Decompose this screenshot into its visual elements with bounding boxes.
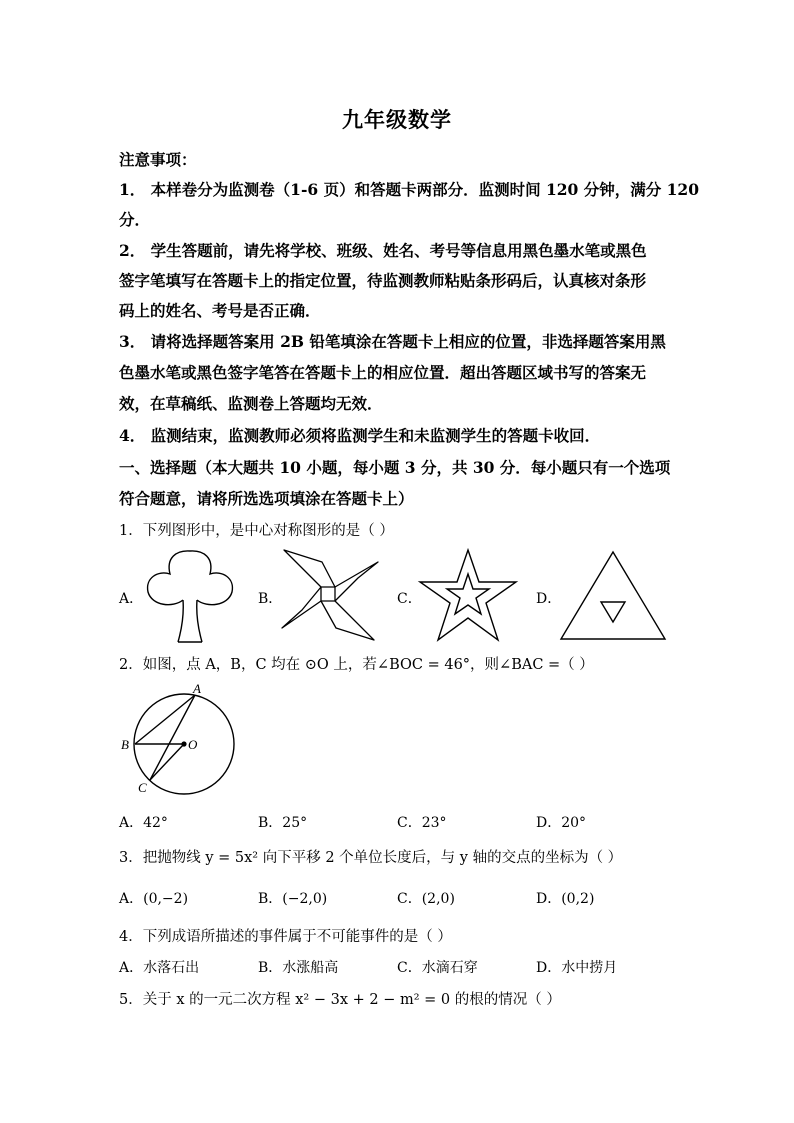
notice-line: 3． 请将选择题答案用 2B 铅笔填涂在答题卡上相应的位置，非选择题答案用黑 bbox=[119, 332, 666, 351]
q1-option-d-label: D． bbox=[536, 591, 562, 607]
notice-line: 4． 监测结束，监测教师必须将监测学生和未监测学生的答题卡收回． bbox=[119, 426, 601, 445]
notice-line: 码上的姓名、考号是否正确． bbox=[119, 301, 321, 320]
question-4-stem: 4．下列成语所描述的事件属于不可能事件的是（ ） bbox=[119, 929, 452, 945]
q1-option-a-label: A． bbox=[119, 591, 144, 607]
q2-option-c: C．23° bbox=[397, 815, 447, 831]
notice-heading: 注意事项： bbox=[119, 150, 197, 169]
triangle-figure bbox=[558, 550, 668, 642]
circle-figure bbox=[118, 680, 240, 798]
point-b-label: B bbox=[121, 737, 129, 752]
q1-option-b-label: B． bbox=[258, 591, 283, 607]
notice-line: 签字笔填写在答题卡上的指定位置，待监测教师粘贴条形码后，认真核对条形 bbox=[119, 271, 647, 290]
question-2-stem: 2．如图，点 A，B，C 均在 ⊙O 上，若∠BOC = 46°，则∠BAC =（ ） bbox=[119, 657, 594, 673]
q3-option-c: C．(2,0) bbox=[397, 891, 455, 907]
page-title: 九年级数学 bbox=[342, 107, 452, 132]
q2-option-b: B．25° bbox=[258, 815, 308, 831]
q3-option-b: B．(−2,0) bbox=[258, 891, 328, 907]
q4-option-d: D．水中捞月 bbox=[536, 960, 618, 976]
notice-line: 色墨水笔或黑色签字笔答在答题卡上的相应位置．超出答题区域书写的答案无 bbox=[119, 363, 647, 382]
q2-option-d: D．20° bbox=[536, 815, 587, 831]
q2-option-a: A．42° bbox=[119, 815, 168, 831]
section-heading: 一、选择题（本大题共 10 小题，每小题 3 分，共 30 分．每小题只有一个选项 bbox=[119, 458, 671, 477]
notice-line: 1． 本样卷分为监测卷（1-6 页）和答题卡两部分．监测时间 120 分钟，满分 120 bbox=[119, 180, 699, 199]
notice-line: 分． bbox=[119, 210, 151, 229]
question-5-stem: 5．关于 x 的一元二次方程 x² − 3x + 2 − m² = 0 的根的情况（ ） bbox=[119, 992, 561, 1008]
point-c-label: C bbox=[138, 780, 147, 795]
star-figure bbox=[418, 548, 518, 644]
q4-option-c: C．水滴石穿 bbox=[397, 960, 478, 976]
notice-line: 2． 学生答题前，请先将学校、班级、姓名、考号等信息用黑色墨水笔或黑色 bbox=[119, 241, 647, 260]
question-3-stem: 3．把抛物线 y = 5x² 向下平移 2 个单位长度后，与 y 轴的交点的坐标为（ ） bbox=[119, 850, 623, 866]
q3-option-a: A．(0,−2) bbox=[119, 891, 189, 907]
tree-figure bbox=[140, 548, 240, 644]
section-heading-cont: 符合题意，请将所选选项填涂在答题卡上） bbox=[119, 489, 414, 508]
q4-option-a: A．水落石出 bbox=[119, 960, 200, 976]
notice-line: 效，在草稿纸、监测卷上答题均无效． bbox=[119, 394, 383, 413]
q4-option-b: B．水涨船高 bbox=[258, 960, 339, 976]
point-o-label: O bbox=[188, 737, 198, 752]
point-a-label: A bbox=[193, 681, 201, 696]
pinwheel-figure bbox=[278, 548, 382, 644]
q1-option-c-label: C． bbox=[397, 591, 422, 607]
question-1-stem: 1．下列图形中，是中心对称图形的是（ ） bbox=[119, 523, 394, 539]
q3-option-d: D．(0,2) bbox=[536, 891, 595, 907]
